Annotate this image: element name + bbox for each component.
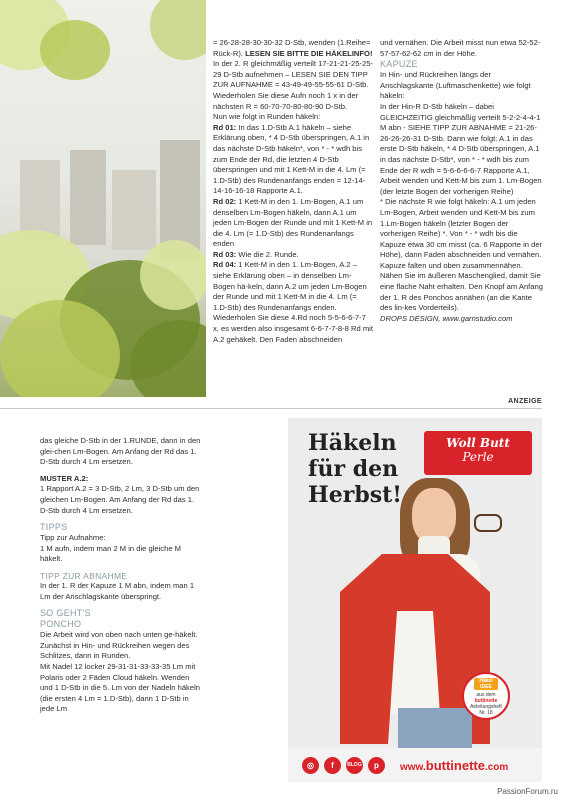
sticker-label: Häkel IDEE <box>474 678 498 690</box>
text: In der 2. R gleichmäßig verteilt 17-21-21-25-25-29 D-Stb aufnehmen – LESEN SIE DEN TIPP ZUR AUFNAHME = 43-49-49-55-55-61 D-Stb. Wiederholen Sie diese Aufn noch 1 x in der nächsten R = 60-70-70-80-80-90 D-Stb. <box>213 59 373 111</box>
url-brand: buttinette <box>425 758 485 773</box>
watermark-text: PassionForum.ru <box>497 787 558 796</box>
round-label: Rd 04: <box>213 260 237 270</box>
text: 1 Kett-M in den 1. Lm-Bogen, A.2 – siehe Erklärung oben – in denselben Lm-Bogen hä-keln, dann A.2 um jeden Lm-Bogen der Runde und mit 1 Kett-M in die 4. Lm (= 1.D-Stb) des Rundenanfangs enden. Wiederholen Sie diese 4.Rd noch 5-5-6-6-7-7 x, es werden also insgesamt 6-6-7-7-8-8 Rd mit A.2 gehäkelt. Den Faden abschneiden <box>213 260 373 344</box>
text: Nun wie folgt in Runden häkeln: <box>213 112 321 122</box>
url-suffix: .com <box>484 762 509 773</box>
text: das gleiche D-Stb in der 1.RUNDE, dann in den glei-chen Lm-Bogen. Am Anfang der Rd das 1. D-Stb durch 4 Lm ersetzen. <box>40 436 201 467</box>
pinterest-icon[interactable]: p <box>368 757 385 774</box>
text-column-1 <box>213 38 373 345</box>
url-prefix: www. <box>400 762 426 773</box>
sticker-text: aus dem <box>476 692 496 698</box>
sticker-text: Nr. 18 <box>479 710 493 716</box>
divider <box>0 408 542 409</box>
sunglasses-icon <box>474 514 502 532</box>
text: * Die nächste R wie folgt häkeln: A.1 um jeden Lm-Bogen, Arbeit wenden und Kett-M bis zum 1.Lm-Bogen häkeln (letzter Bogen der vorherigen Reihe) *. Von * - * wdh bis die Kapuze etwa 30 cm misst (ca. 6 Rapporte in der Höhe), dann Faden abschneiden und vernähen. <box>380 197 543 260</box>
blog-icon[interactable]: BLOG <box>346 757 363 774</box>
ad-headline <box>308 430 402 508</box>
text: In der Hin-R D-Stb häkeln – dabei GLEICHZEITIG gleichmäßig verteilt 5-2-2-4-4-1 M abn - SIEHE TIPP ZUR ABNAHME = 21-26-26-26-26-31 D-Stb. Dann wie folgt: A.1 in das erste D-Stb häkeln, * 4 D-Stb überspringen, A.1 in das nächste D-Stb*, von * - * wdh bis zum Ende der R wdh = 5-6-6-6-6-7 Rapporte A.1, Arbeit wenden und Kett-M bis zum 1. Lm-Bogen (der letzte Bogen der vorherigen Reihe) <box>380 101 542 196</box>
brand-name: Woll Butt <box>446 436 510 450</box>
text-bold: LESEN SIE BITTE DIE HÄKELINFO! <box>245 48 373 58</box>
ad-url-link[interactable] <box>400 757 508 777</box>
ad-headline-line: für den <box>308 456 399 482</box>
text: 1 M aufn, indem man 2 M in die gleiche M häkelt. <box>40 543 181 564</box>
text: Die Arbeit wird von oben nach unten ge-häkelt. Zunächst in Hin- und Rückreihen wegen des Schlitzes, dann in Runden. <box>40 630 198 661</box>
text: = 26-28-28-30-30-32 D-Stb, wenden (1.Reihe= Rück-R). <box>213 38 371 58</box>
round-label: Rd 02: <box>213 196 237 206</box>
credit-text: DROPS DESIGN, www.garnstudio.com <box>380 313 513 323</box>
text: 1 Rapport A.2 = 3 D-Stb, 2 Lm, 3 D-Stb um den gleichen Lm-Bogen. Am Anfang der Rd das 1. D-Stb durch 4 Lm ersetzen. <box>40 484 200 515</box>
sticker-brand: buttinette <box>474 698 498 704</box>
text-column-2 <box>380 38 543 324</box>
section-heading-poncho: PONCHO <box>40 619 82 630</box>
text: Wie die 2. Runde. <box>238 249 299 259</box>
text: In das 1.D-Stb A.1 häkeln – siehe Erklärung oben, * 4 D-Stb überspringen, A.1 in das nächste D-Stb häkeln*, von * - * wdh bis zum Ende der Rd, die letzten 4 D-Stb überspringen und mit 1 Kett-M in die 4. Lm (= 1.D-Stb) des Rundenanfangs enden = 12-14-14-16-16-18 Rapporte A.1. <box>213 122 370 196</box>
brand-badge <box>424 431 532 475</box>
round-label: Rd 03: <box>213 249 237 259</box>
section-heading-kapuze: KAPUZE <box>380 59 418 70</box>
section-heading-abnahme: TIPP ZUR ABNAHME <box>40 570 128 581</box>
idea-sticker <box>462 672 510 720</box>
section-heading-muster: MUSTER A.2: <box>40 473 89 483</box>
text: In der 1. R der Kapuze 1 M abn, indem man 1 Lm der Anschlagskante überspringt. <box>40 580 195 601</box>
text: Tipp zur Aufnahme: <box>40 533 106 543</box>
facebook-icon[interactable]: f <box>324 757 341 774</box>
sticker-text: Anleitungsheft <box>470 704 502 710</box>
ad-label: ANZEIGE <box>508 398 542 405</box>
photo-cityscape <box>0 0 206 397</box>
text: 1 Kett-M in den 1. Lm-Bogen, A.1 um denselben Lm-Bogen häkeln, dann A.1 um jeden Lm-Bogen der Runde und mit 1 Kett-M in die 4. Lm (= 1.D-Stb) des Rundenanfangs enden <box>213 196 373 249</box>
text: Mit Nadel 12 locker 29-31-31-33-33-35 Lm mit Polaris oder 2 Fäden Cloud häkeln. Wenden und 1 D-Stb in die 5. Lm von der Nadeln häkeln (die ersten 4 Lm = 1.D-Stb), dann 1 D-Stb in jede Lm <box>40 661 200 714</box>
text: Kapuze falten und oben zusammennähen. Nähen Sie im äußeren Maschenglied, damit Sie eine flache Naht erhalten. Den Knopf am Anfang der 1. R des Ponchos annähen (an die Kante des lin-kes Vorderteils). <box>380 260 543 313</box>
ad-headline-line: Häkeln <box>308 430 397 456</box>
instagram-icon[interactable]: ◎ <box>302 757 319 774</box>
round-label: Rd 01: <box>213 122 237 132</box>
section-heading-tipps: TIPPS <box>40 522 68 533</box>
text-column-3 <box>40 436 202 715</box>
advertisement[interactable] <box>288 418 542 782</box>
brand-subtitle: Perle <box>462 450 494 464</box>
ad-headline-line: Herbst! <box>308 482 402 508</box>
text: und vernähen. Die Arbeit misst nun etwa 52-52-57-57-62-62 cm in der Höhe. <box>380 38 541 58</box>
section-heading-sogehts: SO GEHT'S <box>40 608 91 619</box>
text: In Hin- und Rückreihen längs der Anschlagskante (Luftmaschenkette) wie folgt häkeln: <box>380 70 531 101</box>
